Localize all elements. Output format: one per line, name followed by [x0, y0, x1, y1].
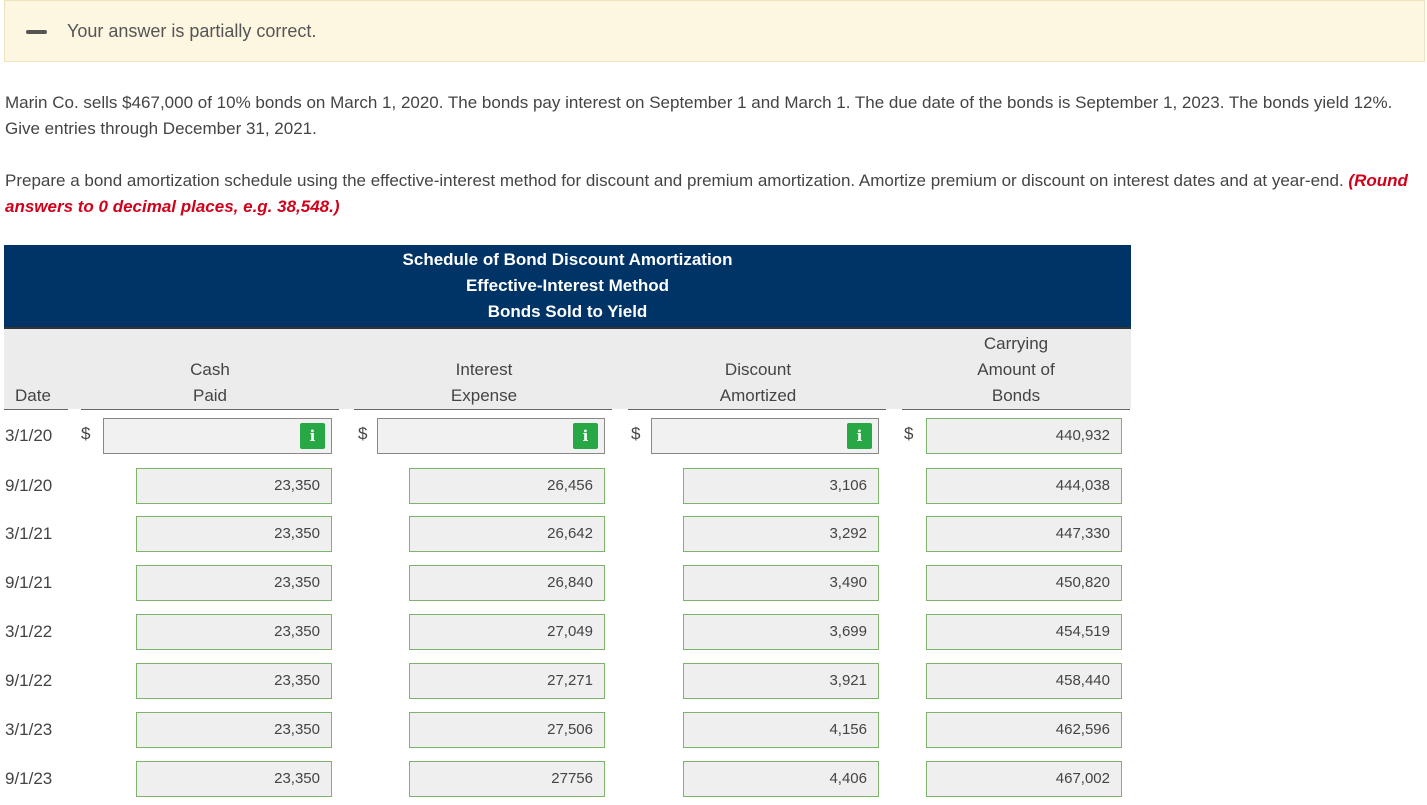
discount-amortized-input[interactable]: 3,292 [683, 516, 879, 552]
currency-symbol: $ [81, 424, 91, 443]
instruction-text [5, 168, 1423, 220]
discount-amortized-input[interactable]: 3,490 [683, 565, 879, 601]
feedback-banner [4, 0, 1425, 62]
header-underline-cash [81, 409, 339, 410]
header-discount-amortized [693, 357, 823, 409]
instruction: Prepare a bond amortization schedule using the effective-interest method for discount and premium amortization. Amortize premium or discount on interest dates and at year-end. [5, 171, 1344, 190]
header-underline-carrying [902, 409, 1130, 410]
discount-amortized-input[interactable] [651, 418, 879, 454]
header-cash-line2: Paid [192, 386, 228, 405]
interest-expense-input[interactable]: 27,271 [409, 663, 605, 699]
info-icon[interactable]: i [847, 423, 872, 449]
partial-indicator-icon [26, 30, 47, 34]
info-icon[interactable]: i [573, 423, 598, 449]
carrying-amount-input[interactable]: 462,596 [926, 712, 1122, 748]
row-date: 3/1/21 [5, 524, 53, 543]
schedule-title-line2: Effective-Interest Method [465, 276, 670, 295]
header-carrying-amount [956, 331, 1076, 409]
cash-paid-input[interactable]: 23,350 [136, 468, 332, 504]
interest-expense-input[interactable]: 27,506 [409, 712, 605, 748]
carrying-amount-input[interactable]: 454,519 [926, 614, 1122, 650]
header-interest-line2: Expense [450, 386, 518, 405]
row-date: 3/1/22 [5, 622, 53, 641]
header-underline-interest [354, 409, 612, 410]
rounding-hint: (Round answers to 0 decimal places, e.g. 38,548.) [5, 171, 1408, 216]
cash-paid-input[interactable]: 23,350 [136, 712, 332, 748]
row-date: 3/1/23 [5, 720, 53, 739]
header-date: Date [15, 386, 51, 405]
feedback-message: Your answer is partially correct. [67, 21, 317, 41]
discount-amortized-input[interactable]: 3,921 [683, 663, 879, 699]
currency-symbol: $ [631, 424, 641, 443]
header-interest-line1: Interest [455, 360, 513, 379]
currency-symbol: $ [358, 424, 368, 443]
header-underline-date [4, 409, 68, 410]
header-cash-line1: Cash [190, 360, 230, 379]
row-date: 3/1/20 [5, 426, 53, 445]
discount-amortized-input[interactable]: 4,156 [683, 712, 879, 748]
header-cash-paid [160, 357, 260, 409]
carrying-amount-input[interactable]: 440,932 [926, 418, 1122, 454]
header-carrying-line3: Bonds [991, 386, 1041, 405]
schedule-title [4, 245, 1131, 327]
carrying-amount-input[interactable]: 467,002 [926, 761, 1122, 797]
interest-expense-input[interactable]: 26,642 [409, 516, 605, 552]
carrying-amount-input[interactable]: 447,330 [926, 516, 1122, 552]
row-date: 9/1/20 [5, 476, 53, 495]
discount-amortized-input[interactable]: 4,406 [683, 761, 879, 797]
cash-paid-input[interactable] [103, 418, 332, 454]
interest-expense-input[interactable]: 27756 [409, 761, 605, 797]
discount-amortized-input[interactable]: 3,106 [683, 468, 879, 504]
carrying-amount-input[interactable]: 458,440 [926, 663, 1122, 699]
row-date: 9/1/21 [5, 573, 53, 592]
discount-amortized-input[interactable]: 3,699 [683, 614, 879, 650]
header-carrying-line2: Amount of [977, 360, 1055, 379]
carrying-amount-input[interactable]: 444,038 [926, 468, 1122, 504]
header-discount-line2: Amortized [719, 386, 797, 405]
interest-expense-input[interactable]: 26,456 [409, 468, 605, 504]
cash-paid-input[interactable]: 23,350 [136, 565, 332, 601]
schedule-title-line1: Schedule of Bond Discount Amortization [402, 250, 733, 269]
header-discount-line1: Discount [724, 360, 792, 379]
row-date: 9/1/23 [5, 769, 53, 788]
header-carrying-line1: Carrying [983, 334, 1049, 353]
header-underline-discount [628, 409, 886, 410]
cash-paid-input[interactable]: 23,350 [136, 516, 332, 552]
carrying-amount-input[interactable]: 450,820 [926, 565, 1122, 601]
header-interest-expense [424, 357, 544, 409]
currency-symbol: $ [904, 424, 914, 443]
cash-paid-input[interactable]: 23,350 [136, 761, 332, 797]
interest-expense-input[interactable] [377, 418, 605, 454]
cash-paid-input[interactable]: 23,350 [136, 614, 332, 650]
problem-text: Marin Co. sells $467,000 of 10% bonds on March 1, 2020. The bonds pay interest on September 1 and March 1. The due date of the bonds is September 1, 2023. The bonds yield 12%. Give entries through December 31, 2021. [5, 93, 1393, 138]
interest-expense-input[interactable]: 27,049 [409, 614, 605, 650]
interest-expense-input[interactable]: 26,840 [409, 565, 605, 601]
info-icon[interactable]: i [300, 423, 325, 449]
schedule-title-line3: Bonds Sold to Yield [487, 302, 648, 321]
row-date: 9/1/22 [5, 671, 53, 690]
cash-paid-input[interactable]: 23,350 [136, 663, 332, 699]
